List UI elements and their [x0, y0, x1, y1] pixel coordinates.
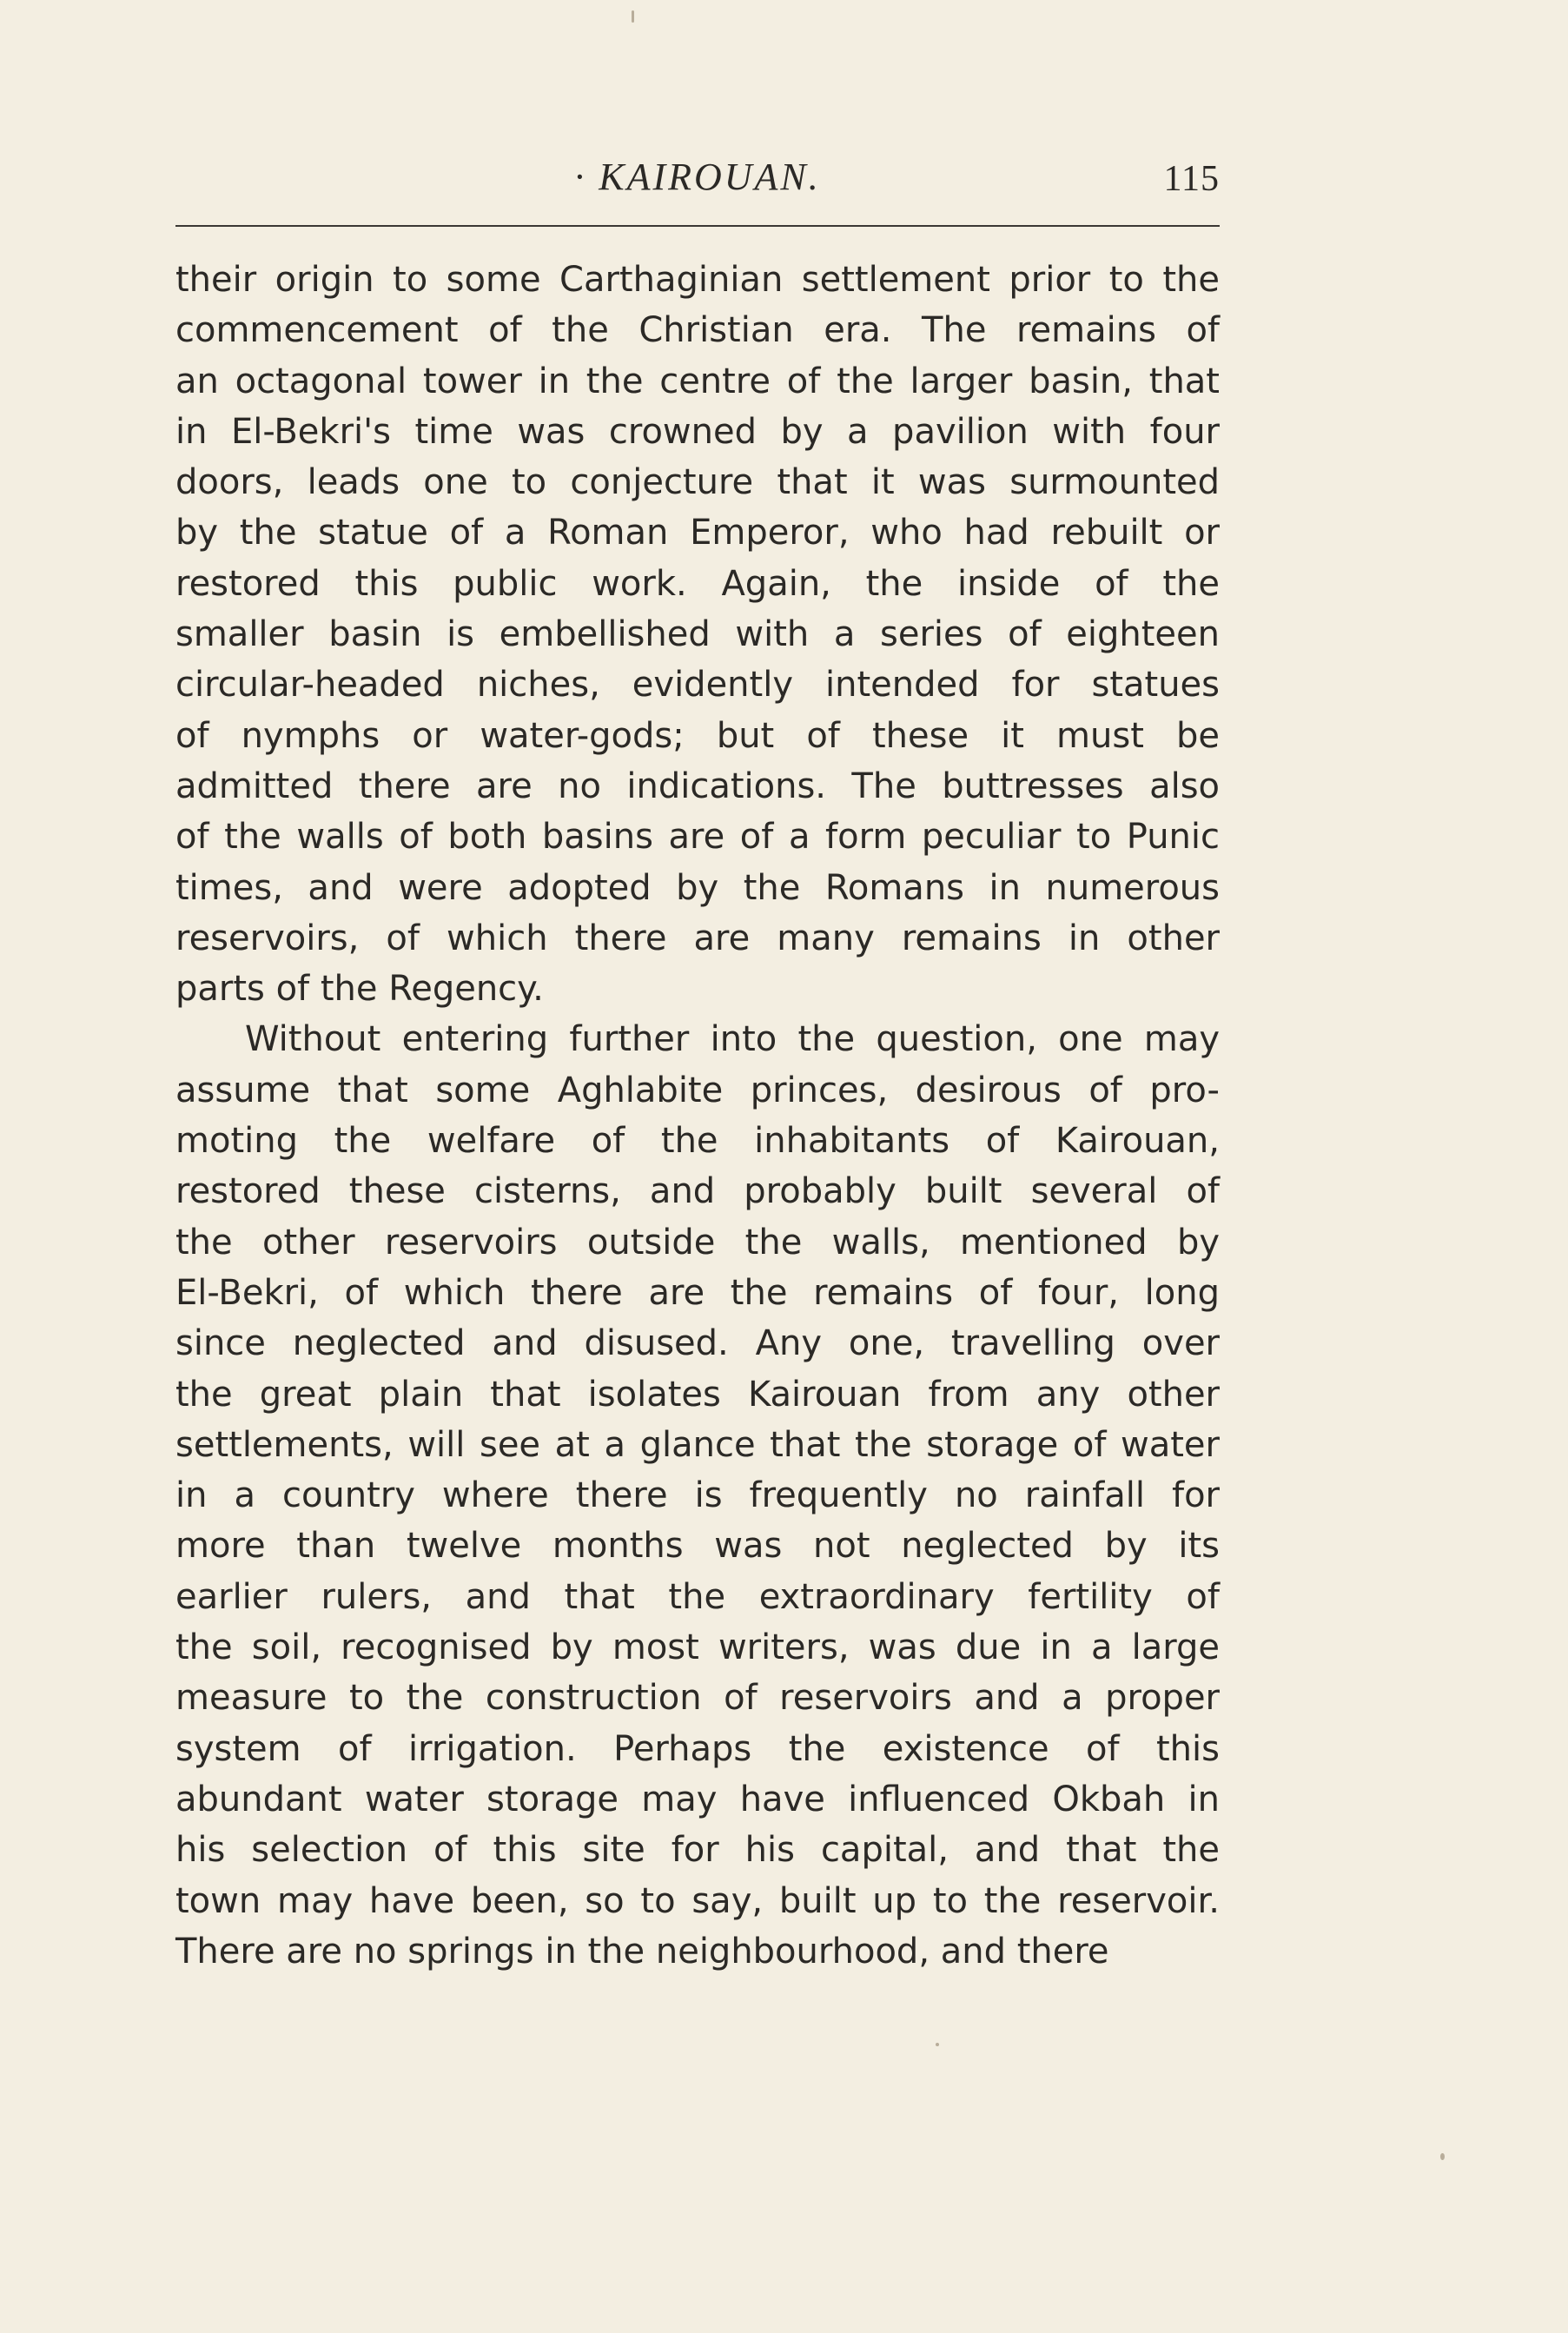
text-line: earlier rulers, and that the extraordinary fertility of: [175, 1576, 1220, 1617]
text-line: the great plain that isolates Kairouan from any other: [175, 1374, 1220, 1415]
paper-speck: [1440, 2153, 1445, 2160]
page-number: 115: [1163, 159, 1220, 199]
text-line: admitted there are no indications. The buttresses also: [175, 766, 1220, 806]
text-line: of the walls of both basins are of a form peculiar to Punic: [175, 817, 1220, 858]
paragraph-2: [175, 1014, 1220, 1977]
text-line: the soil, recognised by most writers, was due in a large: [175, 1627, 1220, 1668]
text-line: settlements, will see at a glance that the storage of water: [175, 1424, 1220, 1465]
body-text: [175, 255, 1220, 1977]
text-line: times, and were adopted by the Romans in numerous: [175, 867, 1220, 908]
text-line: the other reservoirs outside the walls, mentioned by: [175, 1222, 1220, 1263]
text-line: Without entering further into the question, one may: [245, 1019, 1220, 1060]
text-line: by the statue of a Roman Emperor, who had rebuilt or: [175, 513, 1220, 553]
paper-speck: [632, 10, 634, 23]
text-line: parts of the Regency.: [175, 969, 544, 1010]
text-line: town may have been, so to say, built up to the reservoir.: [175, 1880, 1220, 1921]
text-line: circular-headed niches, evidently intended for statues: [175, 665, 1220, 706]
text-line: restored these cisterns, and probably built several of: [175, 1171, 1220, 1212]
text-line: El-Bekri, of which there are the remains of four, long: [175, 1272, 1220, 1313]
text-line: an octagonal tower in the centre of the larger basin, that: [175, 361, 1220, 401]
text-line: in El-Bekri's time was crowned by a pavilion with four: [175, 411, 1220, 452]
text-line: measure to the construction of reservoirs and a proper: [175, 1678, 1220, 1719]
text-line: reservoirs, of which there are many remains in other: [175, 918, 1220, 958]
text-line: abundant water storage may have influenced Okbah in: [175, 1779, 1220, 1819]
text-line: their origin to some Carthaginian settlement prior to the: [175, 260, 1220, 300]
paragraph-1: [175, 255, 1220, 1014]
text-line: assume that some Aghlabite princes, desirous of pro-: [175, 1070, 1220, 1110]
text-line: in a country where there is frequently no rainfall for: [175, 1475, 1220, 1516]
running-title: · KAIROUAN.: [574, 156, 821, 198]
text-line: since neglected and disused. Any one, travelling over: [175, 1323, 1220, 1364]
text-line: smaller basin is embellished with a series of eighteen: [175, 614, 1220, 655]
paper-speck: [936, 2043, 939, 2046]
header-rule: [175, 225, 1220, 227]
text-line: his selection of this site for his capital, and that the: [175, 1830, 1220, 1871]
text-line: moting the welfare of the inhabitants of Kairouan,: [175, 1121, 1220, 1162]
text-line: of nymphs or water-gods; but of these it must be: [175, 715, 1220, 756]
text-line: commencement of the Christian era. The remains of: [175, 310, 1220, 351]
text-line: doors, leads one to conjecture that it was surmounted: [175, 462, 1220, 503]
text-line: system of irrigation. Perhaps the existence of this: [175, 1728, 1220, 1769]
running-head: [175, 149, 1220, 210]
text-line: restored this public work. Again, the inside of the: [175, 563, 1220, 604]
text-line: more than twelve months was not neglected by its: [175, 1526, 1220, 1567]
text-line: There are no springs in the neighbourhood, and there: [175, 1931, 1109, 1972]
